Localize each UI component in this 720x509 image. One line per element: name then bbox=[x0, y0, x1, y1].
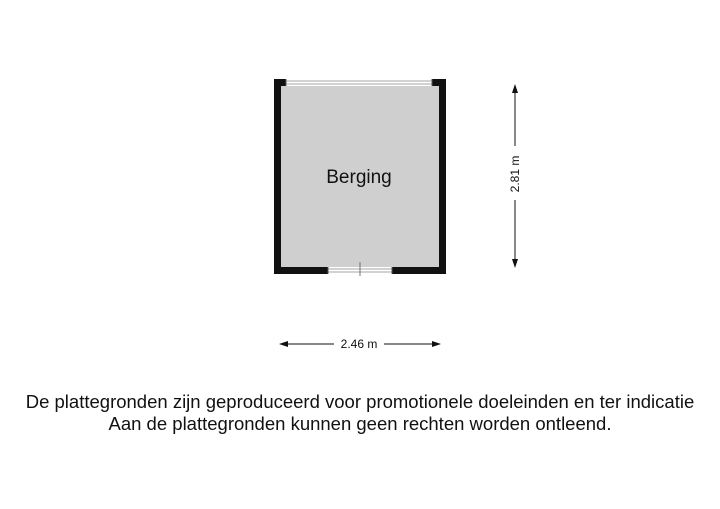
disclaimer-line-2: Aan de plattegronden kunnen geen rechten worden ontleend. bbox=[108, 413, 612, 434]
height-dimension-label: 2.81 m bbox=[508, 155, 522, 193]
height-arrow-down bbox=[512, 259, 518, 268]
height-arrow-up bbox=[512, 84, 518, 93]
height-dimension bbox=[508, 84, 522, 268]
disclaimer-line-1: De plattegronden zijn geproduceerd voor promotionele doeleinden en ter indicatie bbox=[25, 391, 695, 412]
width-arrow-right bbox=[432, 341, 441, 347]
room-label: Berging bbox=[326, 167, 392, 188]
width-arrow-left bbox=[279, 341, 288, 347]
top-window bbox=[286, 79, 432, 86]
width-dimension bbox=[279, 337, 441, 351]
width-dimension-label: 2.46 m bbox=[340, 337, 378, 351]
